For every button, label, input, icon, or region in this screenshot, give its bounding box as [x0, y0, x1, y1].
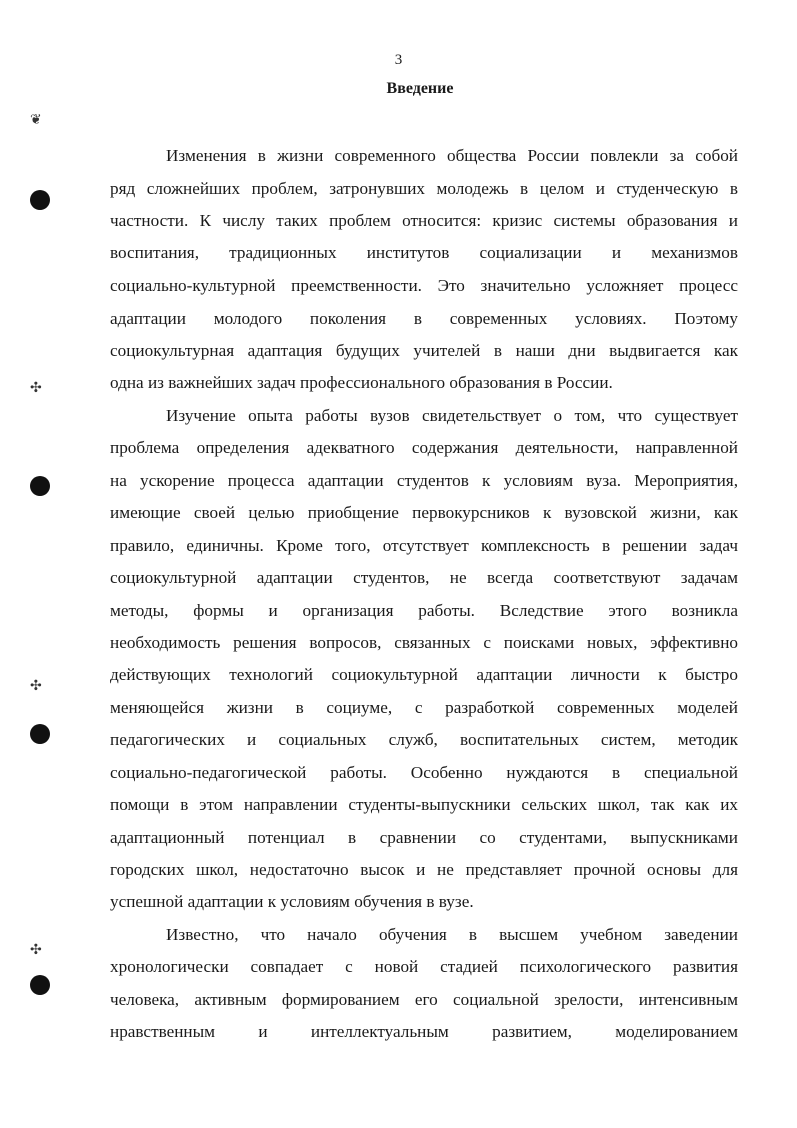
text-line: действующих технологий социокультурной адаптации личности к быстро — [110, 665, 738, 684]
text-line: нравственным и интеллектуальным развитием, моделированием — [110, 1022, 738, 1041]
text-line: помощи в этом направлении студенты-выпускники сельских школ, так как их — [110, 795, 738, 814]
scan-speck-icon: ❦ — [30, 112, 42, 128]
punch-hole — [30, 190, 50, 210]
text-line: Изучение опыта работы вузов свидетельствует о том, что существует — [166, 406, 738, 425]
text-line: методы, формы и организация работы. Вследствие этого возникла — [110, 601, 738, 620]
text-line: необходимость решения вопросов, связанных с поисками новых, эффективно — [110, 633, 738, 652]
text-line: хронологически совпадает с новой стадией психологического развития — [110, 957, 738, 976]
text-line: проблема определения адекватного содержания деятельности, направленной — [110, 438, 738, 457]
text-line: педагогических и социальных служб, воспитательных систем, методик — [110, 730, 738, 749]
scan-speck-icon: ✣ — [30, 678, 42, 694]
scan-speck-icon: ✣ — [30, 380, 42, 396]
page-number: 3 — [394, 52, 403, 68]
text-line: адаптации молодого поколения в современных условиях. Поэтому — [110, 309, 738, 328]
text-line: социокультурная адаптация будущих учителей в наши дни выдвигается как — [110, 341, 738, 360]
text-line: одна из важнейших задач профессионального образования в России. — [110, 373, 613, 392]
text-line: Известно, что начало обучения в высшем учебном заведении — [166, 925, 738, 944]
text-line: Изменения в жизни современного общества России повлекли за собой — [166, 146, 738, 165]
text-line: городских школ, недостаточно высок и не представляет прочной основы для — [110, 860, 738, 879]
text-line: правило, единичны. Кроме того, отсутствует комплексность в решении задач — [110, 536, 738, 555]
punch-hole — [30, 476, 50, 496]
text-line: успешной адаптации к условиям обучения в вузе. — [110, 892, 474, 911]
text-line: адаптационный потенциал в сравнении со студентами, выпускниками — [110, 828, 738, 847]
text-line: ряд сложнейших проблем, затронувших молодежь в целом и студенческую в — [110, 179, 738, 198]
text-line: социально-педагогической работы. Особенно нуждаются в специальной — [110, 763, 738, 782]
text-line: человека, активным формированием его социальной зрелости, интенсивным — [110, 990, 738, 1009]
text-line: социально-культурной преемственности. Это значительно усложняет процесс — [110, 276, 738, 295]
text-line: воспитания, традиционных институтов социализации и механизмов — [110, 243, 738, 262]
text-line: меняющейся жизни в социуме, с разработкой современных моделей — [110, 698, 738, 717]
punch-hole — [30, 724, 50, 744]
text-line: на ускорение процесса адаптации студентов к условиям вуза. Мероприятия, — [110, 471, 738, 490]
page-title: Введение — [386, 80, 454, 97]
text-line: имеющие своей целью приобщение первокурсников к вузовской жизни, как — [110, 503, 738, 522]
scan-speck-icon: ✣ — [30, 942, 42, 958]
text-line: частности. К числу таких проблем относится: кризис системы образования и — [110, 211, 738, 230]
text-line: социокультурной адаптации студентов, не всегда соответствуют задачам — [110, 568, 738, 587]
punch-hole — [30, 975, 50, 995]
